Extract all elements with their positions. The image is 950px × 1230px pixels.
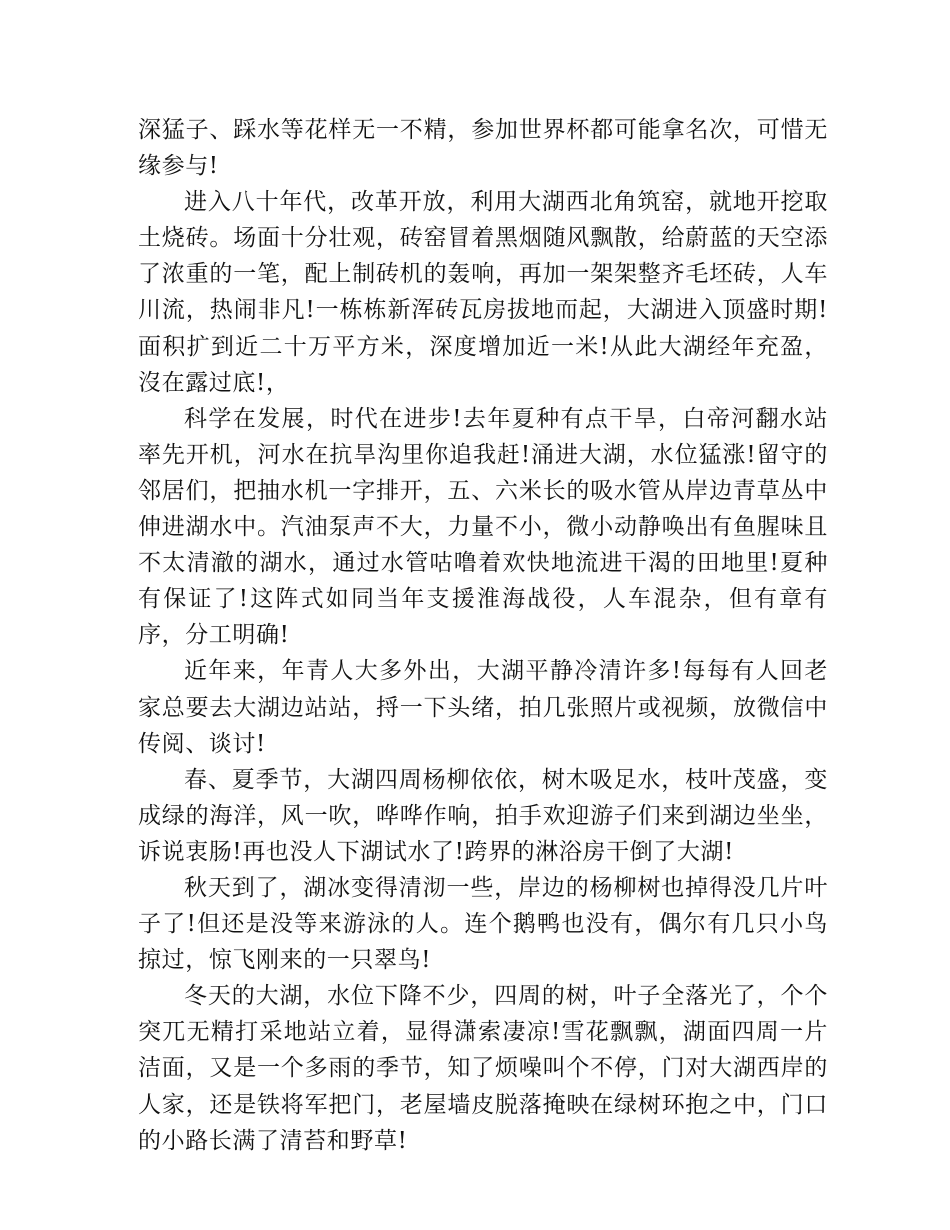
paragraph-1: 深猛子、踩水等花样无一不精，参加世界杯都可能拿名次，可惜无缘参与! (138, 117, 828, 180)
paragraph-3: 科学在发展，时代在进步!去年夏种有点干旱，白帝河翻水站率先开机，河水在抗旱沟里你追我赶!涌进大湖，水位猛涨!留守的邻居们，把抽水机一字排开，五、六米长的吸水管从岸边青草丛中伸进湖水中。汽油泵声不大，力量不小，微小动静唤出有鱼腥味且不太清澈的湖水，通过水管咕噜着欢快地流进干渴的田地里!夏种有保证了!这阵式如同当年支援淮海战役，人车混杂，但有章有序，分工明确! (138, 405, 828, 649)
paragraph-7: 冬天的大湖，水位下降不少，四周的树，叶子全落光了，个个突兀无精打采地站立着，显得潇索凄凉!雪花飘飘，湖面四周一片洁面，又是一个多雨的季节，知了烦噪叫个不停，门对大湖西岸的人家，还是铁将军把门，老屋墙皮脱落掩映在绿树环抱之中，门口的小路长满了清苔和野草! (138, 983, 828, 1154)
paragraph-4: 近年来，年青人大多外出，大湖平静冷清许多!每每有人回老家总要去大湖边站站，捋一下头绪，拍几张照片或视频，放微信中传阅、谈讨! (138, 658, 828, 757)
paragraph-6: 秋天到了，湖冰变得清沏一些，岸边的杨柳树也掉得没几片叶子了!但还是没等来游泳的人。连个鹅鸭也没有，偶尔有几只小鸟掠过，惊飞刚来的一只翠鸟! (138, 874, 828, 974)
paragraph-2: 进入八十年代，改革开放，利用大湖西北角筑窑，就地开挖取土烧砖。场面十分壮观，砖窑冒着黑烟随风飘散，给蔚蓝的天空添了浓重的一笔，配上制砖机的轰响，再加一架架整齐毛坯砖，人车川流，热闹非凡!一栋栋新浑砖瓦房拔地而起，大湖进入顶盛时期!面积扩到近二十万平方米，深度增加近一米!从此大湖经年充盈，沒在露过底!， (138, 189, 828, 396)
paragraph-5: 春、夏季节，大湖四周杨柳依依，树木吸足水，枝叶茂盛，变成绿的海洋，风一吹，哗哗作响，拍手欢迎游子们来到湖边坐坐，诉说衷肠!再也没人下湖试水了!跨界的淋浴房干倒了大湖! (138, 766, 828, 865)
article-body (138, 112, 828, 1159)
